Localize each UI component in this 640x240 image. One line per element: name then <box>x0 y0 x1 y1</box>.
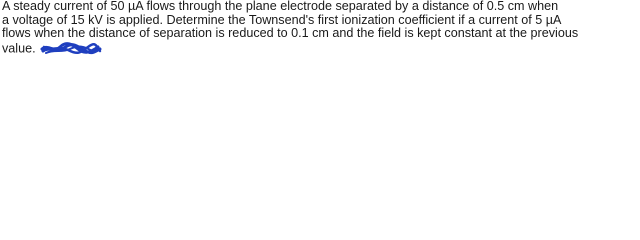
question-line-1: A steady current of 50 µA flows through the plane electrode separated by a distance of 0.5 cm when <box>2 0 559 13</box>
redaction-scribble <box>40 41 102 57</box>
question-text <box>2 0 638 57</box>
question-line-4-text: value. <box>2 41 36 56</box>
question-line-3: flows when the distance of separation is reduced to 0.1 cm and the field is kept constant at the previous <box>2 26 579 41</box>
question-line-2: a voltage of 15 kV is applied. Determine the Townsend's first ionization coefficient if a current of 5 µA <box>2 12 562 27</box>
question-line-4 <box>2 41 638 57</box>
